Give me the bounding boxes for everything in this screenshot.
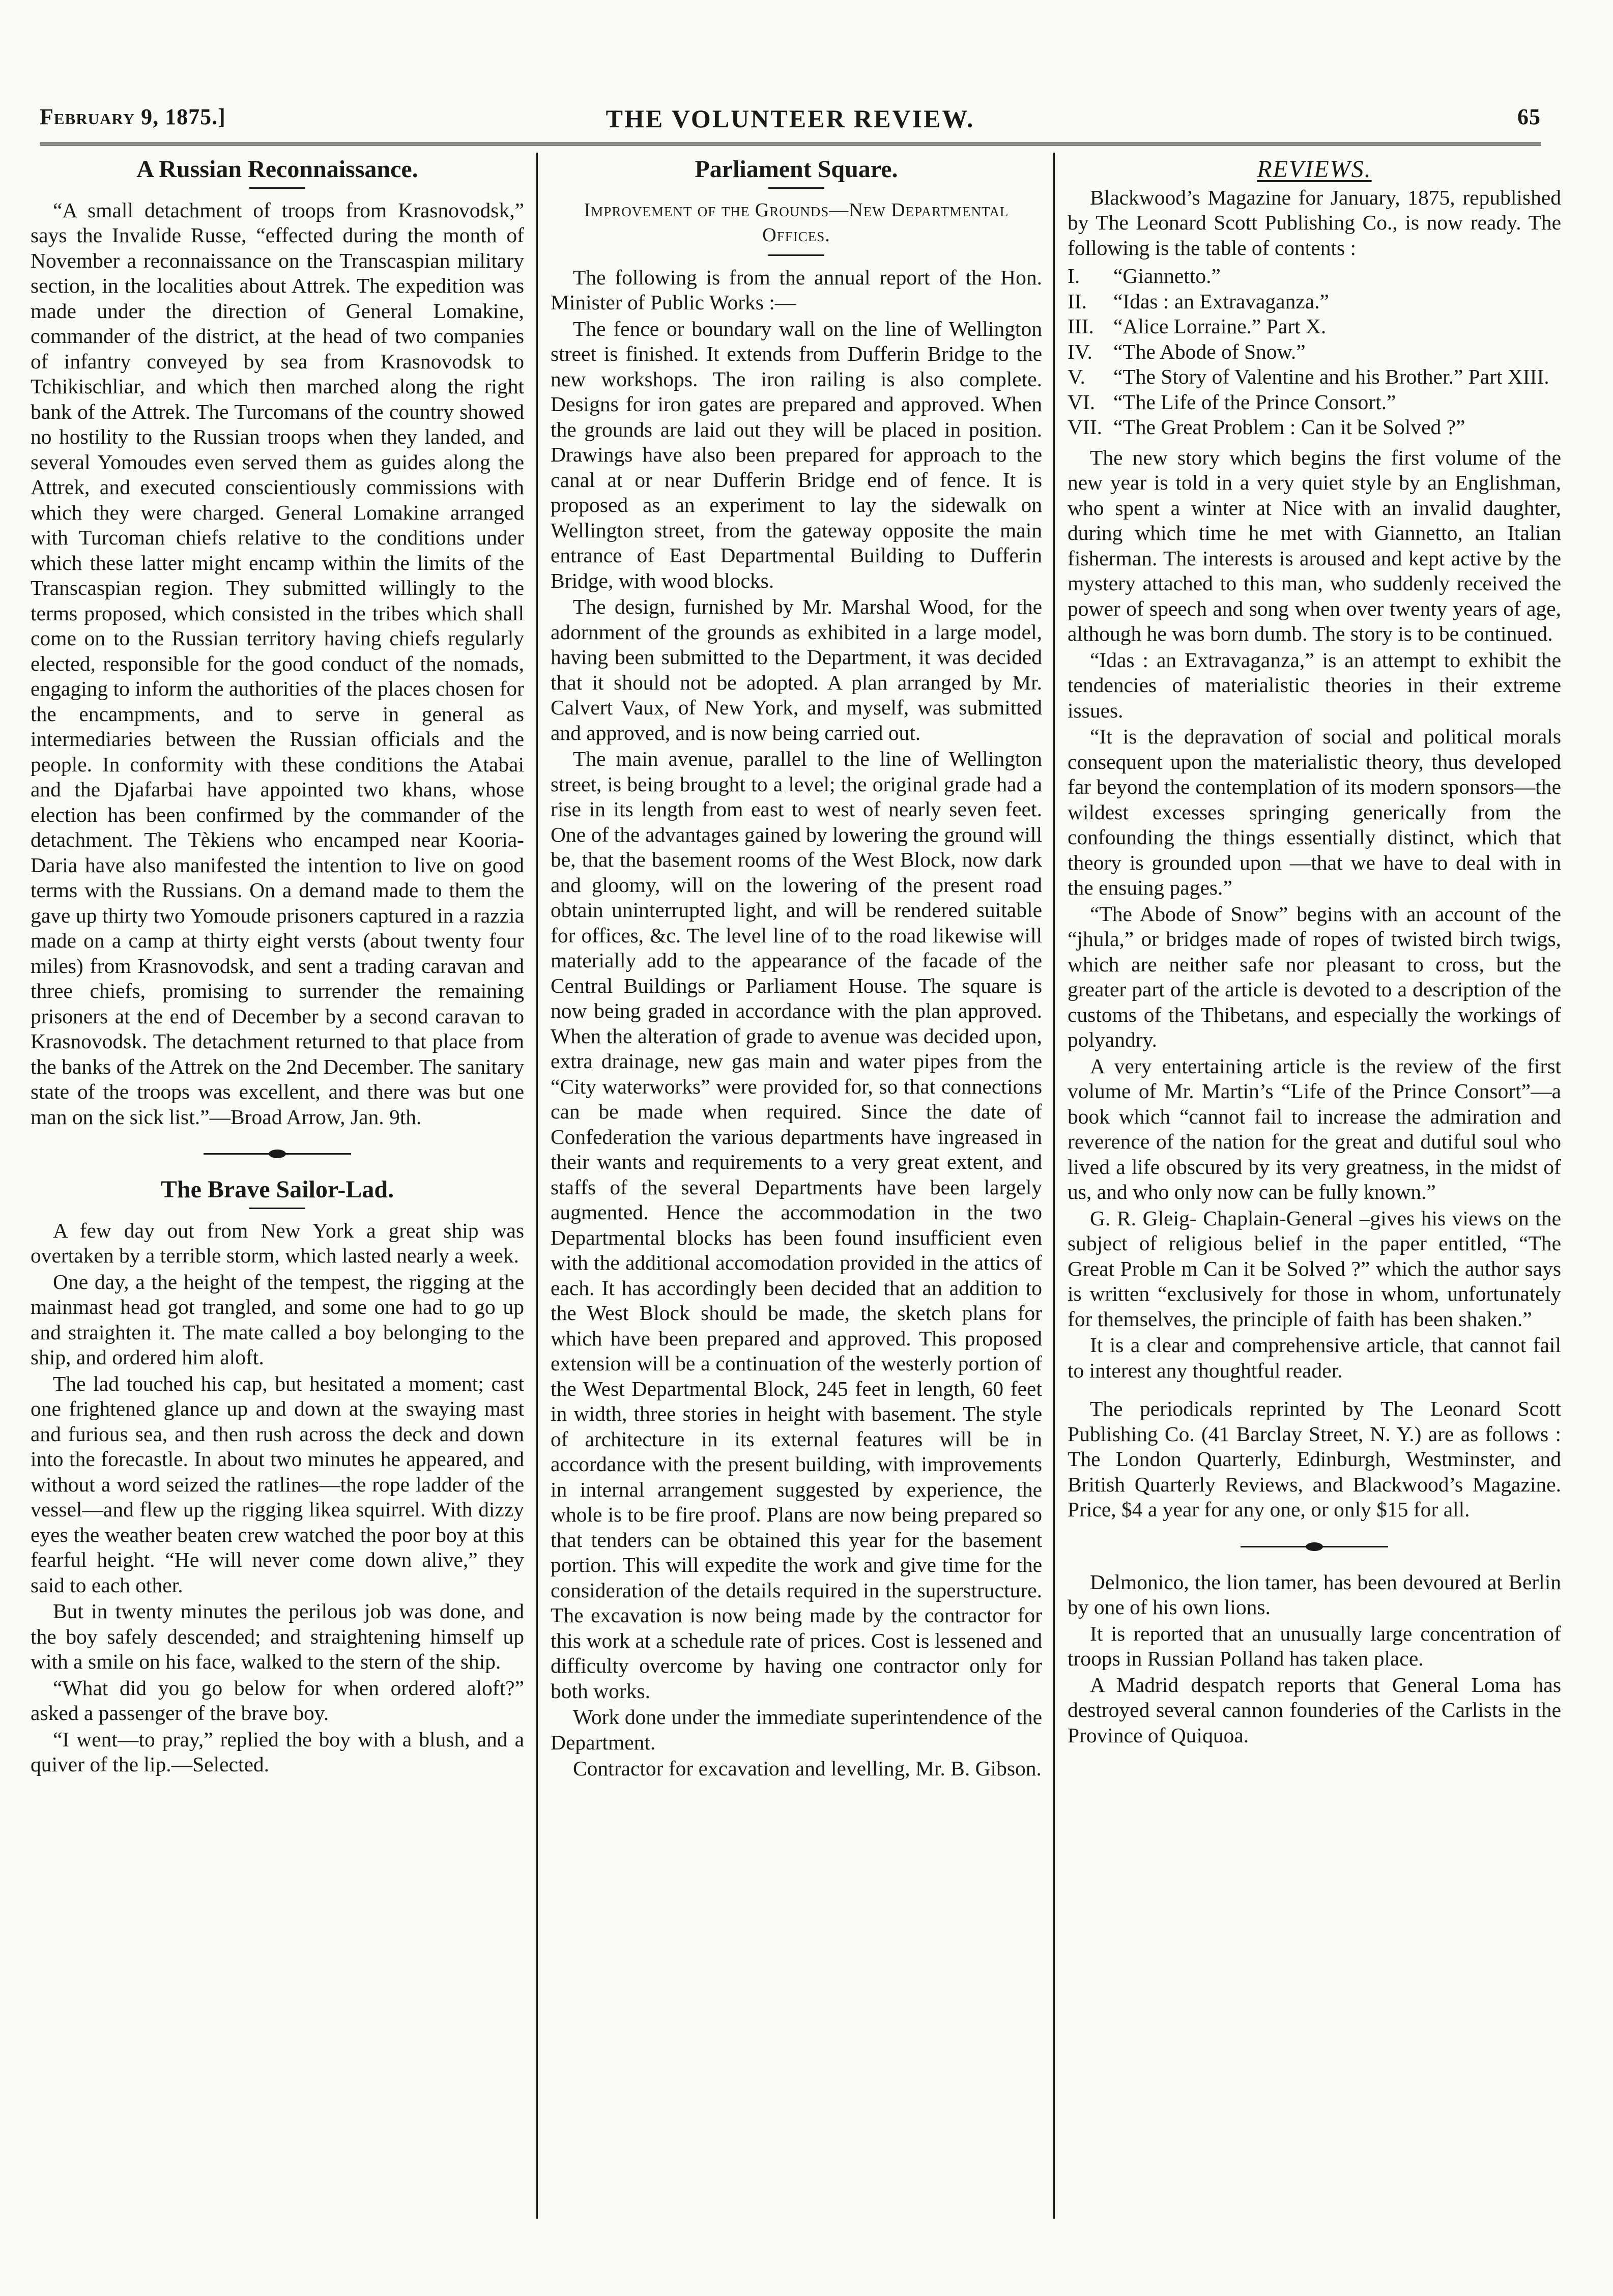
review-paragraph: “It is the depravation of social and political morals consequent upon the materialistic theory, thus developed far beyond the contemplation of its modern sponsors—the wildest excesses springing generically from the confounding the things essentially distinct, which that theory is grounded upon —that we have to deal with in the ensuing pages.” — [1068, 725, 1561, 899]
toc-item — [1068, 390, 1561, 415]
toc-text: “Alice Lorraine.” Part X. — [1113, 314, 1327, 338]
article-paragraph: “What did you go below for when ordered aloft?” asked a passenger of the brave boy. — [31, 1676, 524, 1725]
article-title: Parliament Square. — [695, 156, 898, 183]
article-title: The Brave Sailor-Lad. — [160, 1176, 394, 1203]
article-paragraph: “I went—to pray,” replied the boy with a blush, and a quiver of the lip.—Selected. — [31, 1727, 524, 1776]
toc-text: “Giannetto.” — [1113, 264, 1221, 288]
review-paragraph: It is a clear and comprehensive article, that cannot fail to interest any thoughtful reader. — [1068, 1333, 1561, 1382]
article-paragraph: The following is from the annual report of the Hon. Minister of Public Works :— — [551, 265, 1042, 314]
article-paragraph: The fence or boundary wall on the line of Wellington street is finished. It extends from Dufferin Bridge to the new workshops. The iron railing is also complete. Designs for iron gates are prepared and approved. When the grounds are laid out they will be placed in position. Drawings have also been prepared for approach to the canal at or near Dufferin Bridge end of fence. It is proposed as an experiment to lay the sidewalk on Wellington street, from the gateway opposite the main entrance of East Departmental Building to Dufferin Bridge, with wood blocks. — [551, 317, 1042, 592]
article-paragraph: But in twenty minutes the perilous job was done, and the boy safely descended; and straightening himself up with a smile on his face, walked to the stern of the ship. — [31, 1599, 524, 1673]
header-date: February 9, 1875.] — [40, 104, 226, 129]
article-title: REVIEWS. — [1257, 156, 1372, 183]
article-paragraph: Contractor for excavation and levelling, Mr. B. Gibson. — [573, 1757, 1042, 1780]
review-paragraph: A very entertaining article is the review of the first volume of Mr. Martin’s “Life of the Prince Consort”—a book which “cannot fail to increase the admiration and reverence of the nation for the great and dutiful soul who lived a life obscured by its very greatness, in the midst of us, and who only now can be fully known.” — [1068, 1054, 1561, 1203]
article-title: A Russian Reconnaissance. — [136, 156, 418, 183]
review-paragraph: The new story which begins the first volume of the new year is told in a very quiet style by an Englishman, who spent a winter at Nice with an invalid daughter, during which time he met with Giannetto, an Italian fisherman. The interests is aroused and kept active by the mystery attached to this man, who suddenly received the power of speech and song when over twenty years of age, although he was born dumb. The story is to be continued. — [1068, 445, 1561, 645]
review-paragraph: G. R. Gleig- Chaplain-General –gives his views on the subject of religious belief in the paper entitled, “The Great Proble m Can it be Solved ?” which the author says is written “exclusively for those in whom, unfortunately for themselves, the principle of faith has been shaken.” — [1068, 1206, 1561, 1331]
article-paragraph: A few day out from New York a great ship was overtaken by a terrible storm, which lasted nearly a week. — [31, 1218, 524, 1267]
toc-item — [1068, 314, 1561, 339]
article-paragraph: “A small detachment of troops from Krasnovodsk,” says the Invalide Russe, “effected during the month of November a reconnaissance on the Transcaspian military section, in the localities about Attrek. The expedition was made under the direction of General Lomakine, commander of the district, at the head of two companies of infantry conveyed by sea from Krasnovodsk to Tchikischliar, and which then marched along the right bank of the Attrek. The Turcomans of the country showed no hostility to the Russian troops when they landed, and several Yomoudes even served them as guides along the Attrek, and executed conscientiously commissions with which they were charged. General Lomakine arranged with Turcoman chiefs relative to the conditions under which these latter might encamp within the limits of the Transcaspian region. They submitted willingly to the terms proposed, which consisted in the tribes which shall come on to the Russian territory having chiefs regularly elected, responsible for the good conduct of the nomads, engaging to inform the authorities of the places chosen for the encampments, and to serve in general as intermediaries between the Russian officials and the people. In conformity with these conditions the Atabai and the Djafarbai have appointed two khans, whose election has been confirmed by the commander of the detachment. The Tèkiens who encamped near Kooria-Daria have also manifested the intention to live on good terms with the Russians. On a demand made to them the gave up thirty two Yomoude prisoners captured in a razzia made on a camp at thirty eight versts (about twenty four miles) from Krasnovodsk, and sent a trading caravan and three chiefs, promising to surrender the remaining prisoners at the end of December by a second caravan to Krasnovodsk. The detachment returned to that place from the banks of the Attrek on the 2nd December. The sanitary state of the troops was excellent, and there was but one man on the sick list.”—Broad Arrow, Jan. 9th. — [31, 198, 524, 1129]
toc-text: “Idas : an Extravaganza.” — [1113, 289, 1329, 313]
toc-item — [1068, 289, 1561, 314]
toc-text: “The Story of Valentine and his Brother.” Part XIII. — [1113, 365, 1549, 388]
review-intro: Blackwood’s Magazine for January, 1875, republished by The Leonard Scott Publishing Co., is now ready. The following is the table of contents : — [1068, 185, 1561, 260]
review-paragraph: “Idas : an Extravaganza,” is an attempt to exhibit the tendencies of materialistic theories in their extreme issues. — [1068, 648, 1561, 722]
news-item: A Madrid despatch reports that General Loma has destroyed several cannon founderies of the Carlists in the Province of Quiquoa. — [1068, 1673, 1561, 1747]
toc-text: “The Life of the Prince Consort.” — [1113, 390, 1396, 414]
column-rule — [536, 153, 538, 2219]
article-subtitle: Improvement of the Grounds—New Departmental Offices. — [584, 199, 1009, 246]
section-divider — [1241, 1546, 1388, 1547]
toc-number: IV. — [1068, 339, 1092, 363]
toc-item — [1068, 264, 1561, 289]
article-paragraph: The main avenue, parallel to the line of Wellington street, is being brought to a level; the original grade had a rise in its length from east to west of nearly seven feet. One of the advantages gained by lowering the ground will be, that the basement rooms of the West Block, now dark and gloomy, will on the lowering of the present road obtain uninterrupted light, and will be rendered suitable for offices, &c. The level line of to the road likewise will materially add to the appearance of the facade of the Central Buildings or Parliament House. The square is now being graded in accordance with the plan approved. When the alteration of grade to avenue was decided upon, extra drainage, new gas main and water pipes from the “City waterworks” were provided for, so that connections can be made when required. Since the date of Confederation the various departments have ingreased in their wants and requirements to a very great extent, and staffs of the several Departments have been largely augmented. Hence the accommodation in the two Departmental blocks has been found insufficient even with the additional accomodation provided in the attics of each. It has accordingly been decided that an addition to the West Block should be made, the sketch plans for which have been prepared and approved. This proposed extension will be a continuation of the westerly portion of the West Departmental Block, 245 feet in length, 60 feet in width, three stories in height with basement. The style of architecture in its external features will be in accordance with the present building, with improvements in internal arrangement suggested by experience, the whole is to be fire proof. Plans are now being prepared so that tenders can be obtained this year for the basement portion. This will expedite the work and give time for the consideration of the details required in the superstructure. The excavation is now being made by the contractor for this work at a schedule rate of prices. Cost is lessened and difficulty overcome by having one contractor only for both works. — [551, 747, 1042, 1703]
article-paragraph: The design, furnished by Mr. Marshal Wood, for the adornment of the grounds as exhibited in a large model, having been submitted to the Department, it was decided that it should not be adopted. A plan arranged by Mr. Calvert Vaux, of New York, and myself, was submitted and approved, and is now being carried out. — [551, 595, 1042, 744]
page-header — [40, 92, 1541, 146]
toc-item — [1068, 339, 1561, 365]
toc-text: “The Abode of Snow.” — [1113, 339, 1306, 363]
toc-item — [1068, 415, 1561, 440]
title-rule — [249, 187, 305, 189]
header-page-number: 65 — [1517, 104, 1541, 129]
toc-number: II. — [1068, 289, 1087, 313]
toc-number: III. — [1068, 314, 1094, 338]
subtitle-rule — [768, 254, 824, 256]
news-item: It is reported that an unusually large concentration of troops in Russian Polland has taken place. — [1068, 1621, 1561, 1670]
review-paragraph: “The Abode of Snow” begins with an account of the “jhula,” or bridges made of ropes of twisted birch twigs, which are neither safe nor pleasant to cross, but the greater part of the article is devoted to a description of the customs of the Thibetans, and especially the workings of polyandry. — [1068, 902, 1561, 1051]
toc-number: V. — [1068, 365, 1085, 388]
news-item: Delmonico, the lion tamer, has been devoured at Berlin by one of his own lions. — [1068, 1570, 1561, 1619]
article-paragraph: The lad touched his cap, but hesitated a moment; cast one frightened glance up and down at the swaying mast and furious sea, and then rush across the deck and down into the forecastle. In about two minutes he appeared, and without a word seized the ratlines—the rope ladder of the vessel—and flew up the rigging likea squirrel. With dizzy eyes the weather beaten crew watched the poor boy at this fearful height. “He will never come down alive,” they said to each other. — [31, 1371, 524, 1597]
article-paragraph: One day, a the height of the tempest, the rigging at the mainmast head got trangled, and some one had to go up and straighten it. The mate called a boy belonging to the ship, and ordered him aloft. — [31, 1270, 524, 1369]
article-paragraph: Work done under the immediate superintendence of the Department. — [551, 1705, 1042, 1754]
column-right — [1068, 153, 1561, 2229]
toc-number: VII. — [1068, 415, 1102, 439]
section-divider — [204, 1153, 351, 1155]
toc-item — [1068, 364, 1561, 390]
header-title: THE VOLUNTEER REVIEW. — [606, 104, 975, 133]
toc-number: VI. — [1068, 390, 1096, 414]
column-middle — [551, 153, 1042, 2229]
toc-text: “The Great Problem : Can it be Solved ?” — [1113, 415, 1465, 439]
spacer — [1068, 1383, 1561, 1396]
title-rule — [249, 1208, 305, 1209]
toc-number: I. — [1068, 264, 1080, 288]
title-rule — [768, 187, 824, 189]
table-of-contents — [1068, 264, 1561, 440]
periodicals-paragraph: The periodicals reprinted by The Leonard Scott Publishing Co. (41 Barclay Street, N. Y.) are as follows : The London Quarterly, Edinburgh, Westminster, and British Quarterly Reviews, and Blackwood’s Magazine. Price, $4 a year for any one, or only $15 for all. — [1068, 1397, 1561, 1521]
column-left — [31, 153, 524, 2229]
column-rule — [1053, 153, 1055, 2219]
